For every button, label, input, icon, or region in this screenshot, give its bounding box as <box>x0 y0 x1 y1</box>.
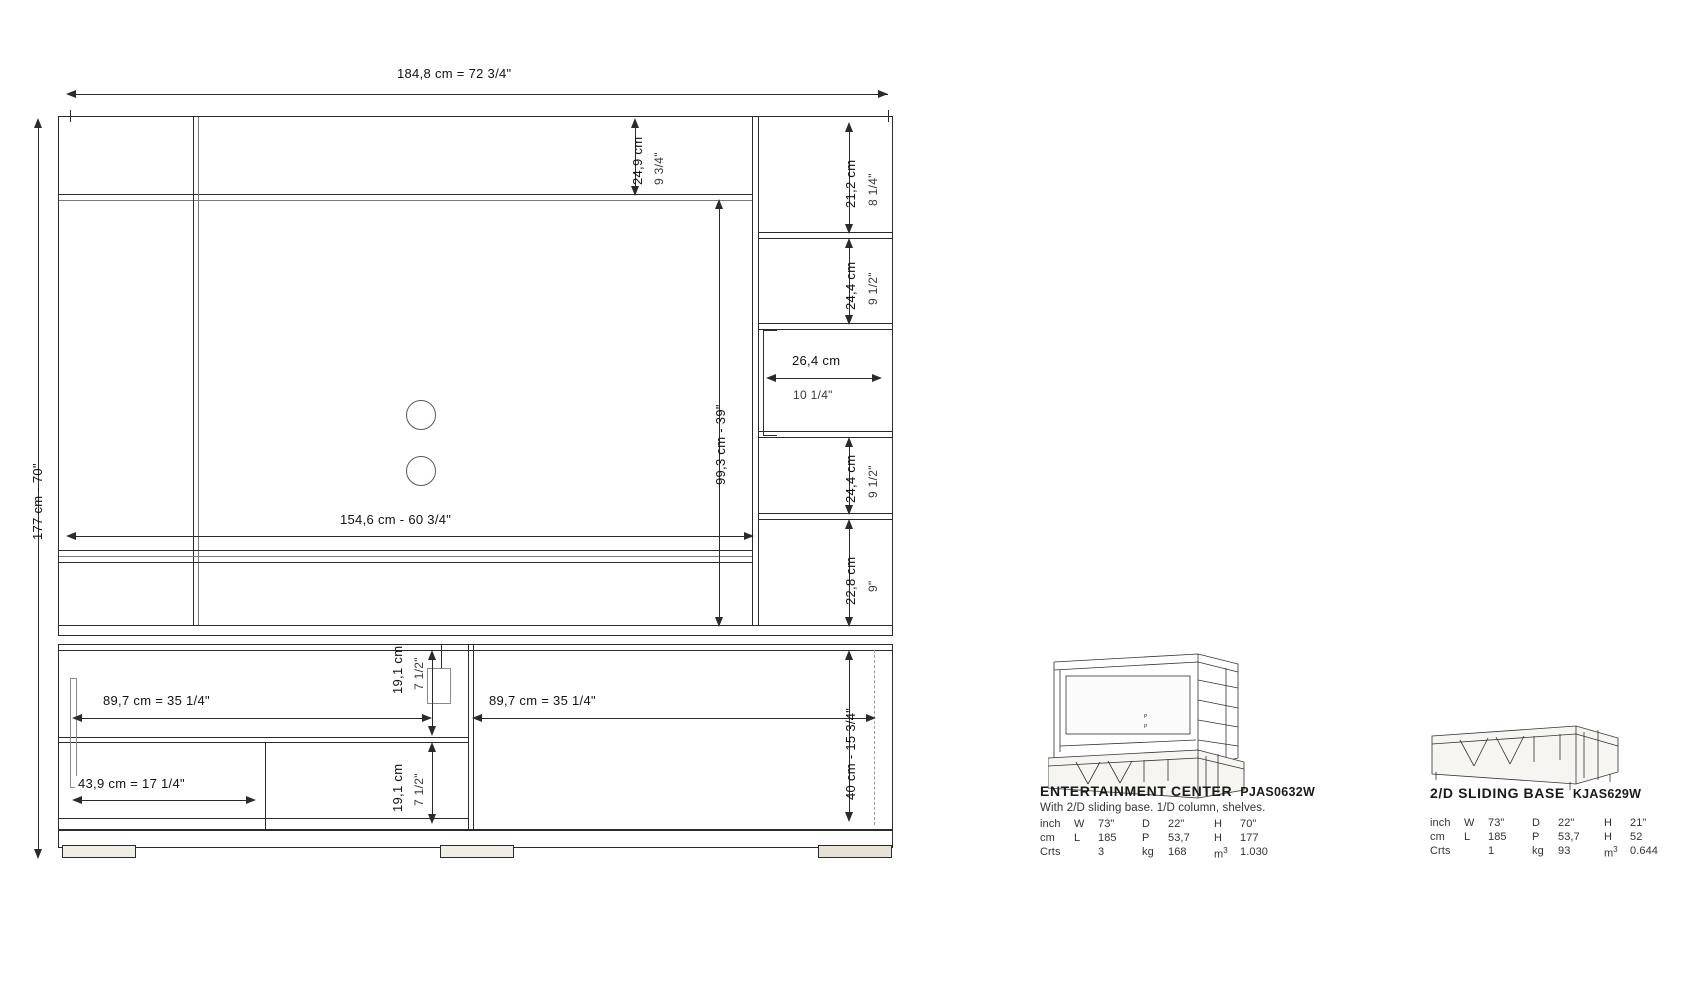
spec-val-3: 177 <box>1240 832 1259 844</box>
spec-unit: Crts <box>1040 846 1061 858</box>
base-dashed-edge <box>874 650 875 825</box>
dim-line-base-right <box>478 718 866 719</box>
column-left-edge-2 <box>758 117 759 625</box>
arrow-up <box>845 238 853 248</box>
arrow-down <box>715 617 723 627</box>
column-shelf-line <box>758 431 892 432</box>
dim-inner-height-1-inch: 7 1/2" <box>412 657 426 690</box>
base-inner-bottom <box>59 818 468 819</box>
base-inner-shelf <box>59 737 468 738</box>
dim-column-width-cm: 26,4 cm <box>789 353 843 368</box>
arrow-down <box>631 186 639 196</box>
spec-val-1: 1 <box>1488 845 1495 857</box>
dim-shelf-1-cm: 21,2 cm <box>843 159 858 208</box>
arrow-left <box>766 374 776 382</box>
spec-key-2: D <box>1142 818 1151 830</box>
product-name: ENTERTAINMENT CENTER <box>1040 783 1233 799</box>
dim-line-base-left <box>78 718 430 719</box>
latch-detail <box>427 668 451 704</box>
dim-shelf-2-cm: 24,4 cm <box>843 261 858 310</box>
dim-shelf-2-inch: 9 1/2" <box>866 272 880 305</box>
dim-top-panel-inch: 9 3/4" <box>652 152 666 185</box>
spec-val-2: 53,7 <box>1558 831 1580 843</box>
panel-divider-line-2 <box>198 117 199 625</box>
foot-right <box>818 845 892 858</box>
arrow-right <box>866 714 876 722</box>
arrow-up <box>845 437 853 447</box>
column-door-edge <box>763 330 764 435</box>
arrow-right <box>872 374 882 382</box>
dim-line-inner-h2 <box>432 748 433 816</box>
dim-base-right-door: 89,7 cm = 35 1/4" <box>486 693 599 708</box>
spec-key-3: $m^3$ <box>1214 846 1228 861</box>
arrow-right <box>878 90 888 98</box>
dim-base-height: 40 cm - 15 3/4" <box>843 707 858 800</box>
spec-val-1: 73" <box>1098 818 1115 830</box>
dim-shelf-4-inch: 9" <box>866 580 880 592</box>
spec-key-1 <box>1074 846 1098 861</box>
spec-key-3: $m^3$ <box>1604 845 1618 860</box>
top-shelf-line-2 <box>59 200 752 201</box>
spec-unit: inch <box>1040 818 1061 830</box>
dim-shelf-3-inch: 9 1/2" <box>866 465 880 498</box>
dim-line-inner-h1 <box>432 656 433 728</box>
arrow-up <box>845 519 853 529</box>
spec-val-3: 70" <box>1240 818 1257 830</box>
column-shelf-line <box>758 329 892 330</box>
upper-unit-bottom-rail <box>59 625 892 626</box>
arrow-down <box>845 812 853 822</box>
spec-row <box>1040 846 1370 861</box>
door-handle <box>70 678 77 788</box>
arrow-right <box>744 532 754 540</box>
spec-row <box>1430 845 1680 860</box>
column-shelf-line <box>758 232 892 233</box>
arrow-left <box>72 714 82 722</box>
dim-line-column-width <box>772 378 880 379</box>
arrow-right <box>246 796 256 804</box>
column-shelf-line <box>758 437 892 438</box>
spec-unit: cm <box>1040 832 1055 844</box>
column-door-bottom <box>763 435 777 436</box>
arrow-left <box>472 714 482 722</box>
dim-overall-height: 177 cm - 70" <box>30 463 45 540</box>
arrow-up <box>845 122 853 132</box>
spec-unit: cm <box>1430 831 1445 843</box>
arrow-down <box>428 726 436 736</box>
spec-key-1: W <box>1464 817 1475 829</box>
arrow-down <box>845 505 853 515</box>
spec-val-2: 22" <box>1168 818 1185 830</box>
arrow-up <box>631 118 639 128</box>
product-name: 2/D SLIDING BASE <box>1430 785 1565 801</box>
arrow-up <box>428 742 436 752</box>
dim-base-drawer: 43,9 cm = 17 1/4" <box>75 776 188 791</box>
column-shelf-line <box>758 238 892 239</box>
spec-key-3: H <box>1214 832 1223 844</box>
arrow-up <box>428 650 436 660</box>
arrow-left <box>72 796 82 804</box>
foot-center <box>440 845 514 858</box>
dim-base-left-door: 89,7 cm = 35 1/4" <box>100 693 213 708</box>
spec-val-2: 93 <box>1558 845 1571 857</box>
dim-opening-height: 99,3 cm - 39" <box>713 404 728 485</box>
dim-overall-width: 184,8 cm = 72 3/4" <box>397 66 512 81</box>
spec-val-1: 185 <box>1098 832 1117 844</box>
dim-shelf-4-cm: 22,8 cm <box>843 556 858 605</box>
spec-val-3: 1.030 <box>1240 846 1269 858</box>
spec-val-3: 21" <box>1630 817 1647 829</box>
spec-key-2: P <box>1142 832 1150 844</box>
column-shelf-line <box>758 323 892 324</box>
spec-val-2: 22" <box>1558 817 1575 829</box>
arrow-up <box>845 650 853 660</box>
spec-val-1: 73" <box>1488 817 1505 829</box>
spec-unit: inch <box>1430 817 1451 829</box>
column-shelf-line <box>758 519 892 520</box>
spec-val-1: 185 <box>1488 831 1507 843</box>
arrow-left <box>66 532 76 540</box>
spec-key-2: D <box>1532 817 1541 829</box>
spec-key-1: W <box>1074 818 1085 830</box>
dim-opening-width: 154,6 cm - 60 3/4" <box>336 512 455 527</box>
spec-key-1: L <box>1074 832 1081 844</box>
dim-shelf-1-inch: 8 1/4" <box>866 173 880 206</box>
product-code: PJAS0632W <box>1240 785 1316 799</box>
dim-inner-height-1-cm: 19,1 cm <box>390 645 405 694</box>
base-inner-divider <box>265 742 266 829</box>
base-inner-shelf-2 <box>59 742 468 743</box>
dim-top-panel-cm: 24,9 cm <box>630 136 645 185</box>
dim-shelf-3-cm: 24,4 cm <box>843 454 858 503</box>
spec-val-2: 53,7 <box>1168 832 1190 844</box>
lower-shelf-line-3 <box>59 562 752 563</box>
spec-key-3: H <box>1604 831 1613 843</box>
dim-inner-height-2-inch: 7 1/2" <box>412 773 426 806</box>
latch-line <box>441 645 442 668</box>
arrow-down <box>845 224 853 234</box>
svg-text:P: P <box>1144 714 1148 720</box>
arrow-right <box>422 714 432 722</box>
spec-row <box>1040 818 1370 830</box>
sliding-door-edge-2 <box>473 645 474 829</box>
spec-val-3: 0.644 <box>1630 845 1659 857</box>
spec-key-3: H <box>1604 817 1613 829</box>
spec-val-1: 3 <box>1098 846 1105 858</box>
spec-key-2: P <box>1532 831 1540 843</box>
spec-row <box>1430 831 1680 843</box>
arrow-left <box>66 90 76 98</box>
foot-left <box>62 845 136 858</box>
sliding-door-edge <box>468 645 469 829</box>
top-dimension-line <box>70 94 888 95</box>
spec-row <box>1430 817 1680 829</box>
base-top-line <box>59 650 892 651</box>
product-code: KJAS629W <box>1572 787 1642 801</box>
arrow-up <box>715 199 723 209</box>
arrow-down <box>428 814 436 824</box>
product-thumbnail-entertainment-center <box>1048 650 1248 800</box>
spec-unit: Crts <box>1430 845 1451 857</box>
mount-hole-icon <box>406 456 436 486</box>
column-left-edge <box>752 117 753 625</box>
lower-shelf-line-2 <box>59 556 752 557</box>
arrow-down <box>34 849 42 859</box>
arrow-down <box>845 315 853 325</box>
spec-val-2: 168 <box>1168 846 1187 858</box>
spec-key-2: kg <box>1532 845 1544 857</box>
column-shelf-line <box>758 513 892 514</box>
spec-key-1: L <box>1464 831 1471 843</box>
column-door-top <box>763 330 777 331</box>
spec-key-2: kg <box>1142 846 1154 858</box>
lower-shelf-line <box>59 550 752 551</box>
dim-column-width-inch: 10 1/4" <box>793 388 833 402</box>
dim-inner-height-2-cm: 19,1 cm <box>390 763 405 812</box>
spec-key-3: H <box>1214 818 1223 830</box>
dim-line-opening-width <box>72 536 752 537</box>
dim-line-drawer <box>78 800 254 801</box>
arrow-down <box>845 617 853 627</box>
spec-val-3: 52 <box>1630 831 1643 843</box>
top-shelf-line <box>59 194 752 195</box>
mount-hole-icon <box>406 400 436 430</box>
spec-row <box>1040 832 1370 844</box>
svg-text:P: P <box>1144 724 1148 730</box>
panel-divider-line <box>193 117 194 625</box>
arrow-up <box>34 118 42 128</box>
product-description: With 2/D sliding base. 1/D column, shelves. <box>1040 802 1266 814</box>
spec-key-1 <box>1464 845 1488 860</box>
